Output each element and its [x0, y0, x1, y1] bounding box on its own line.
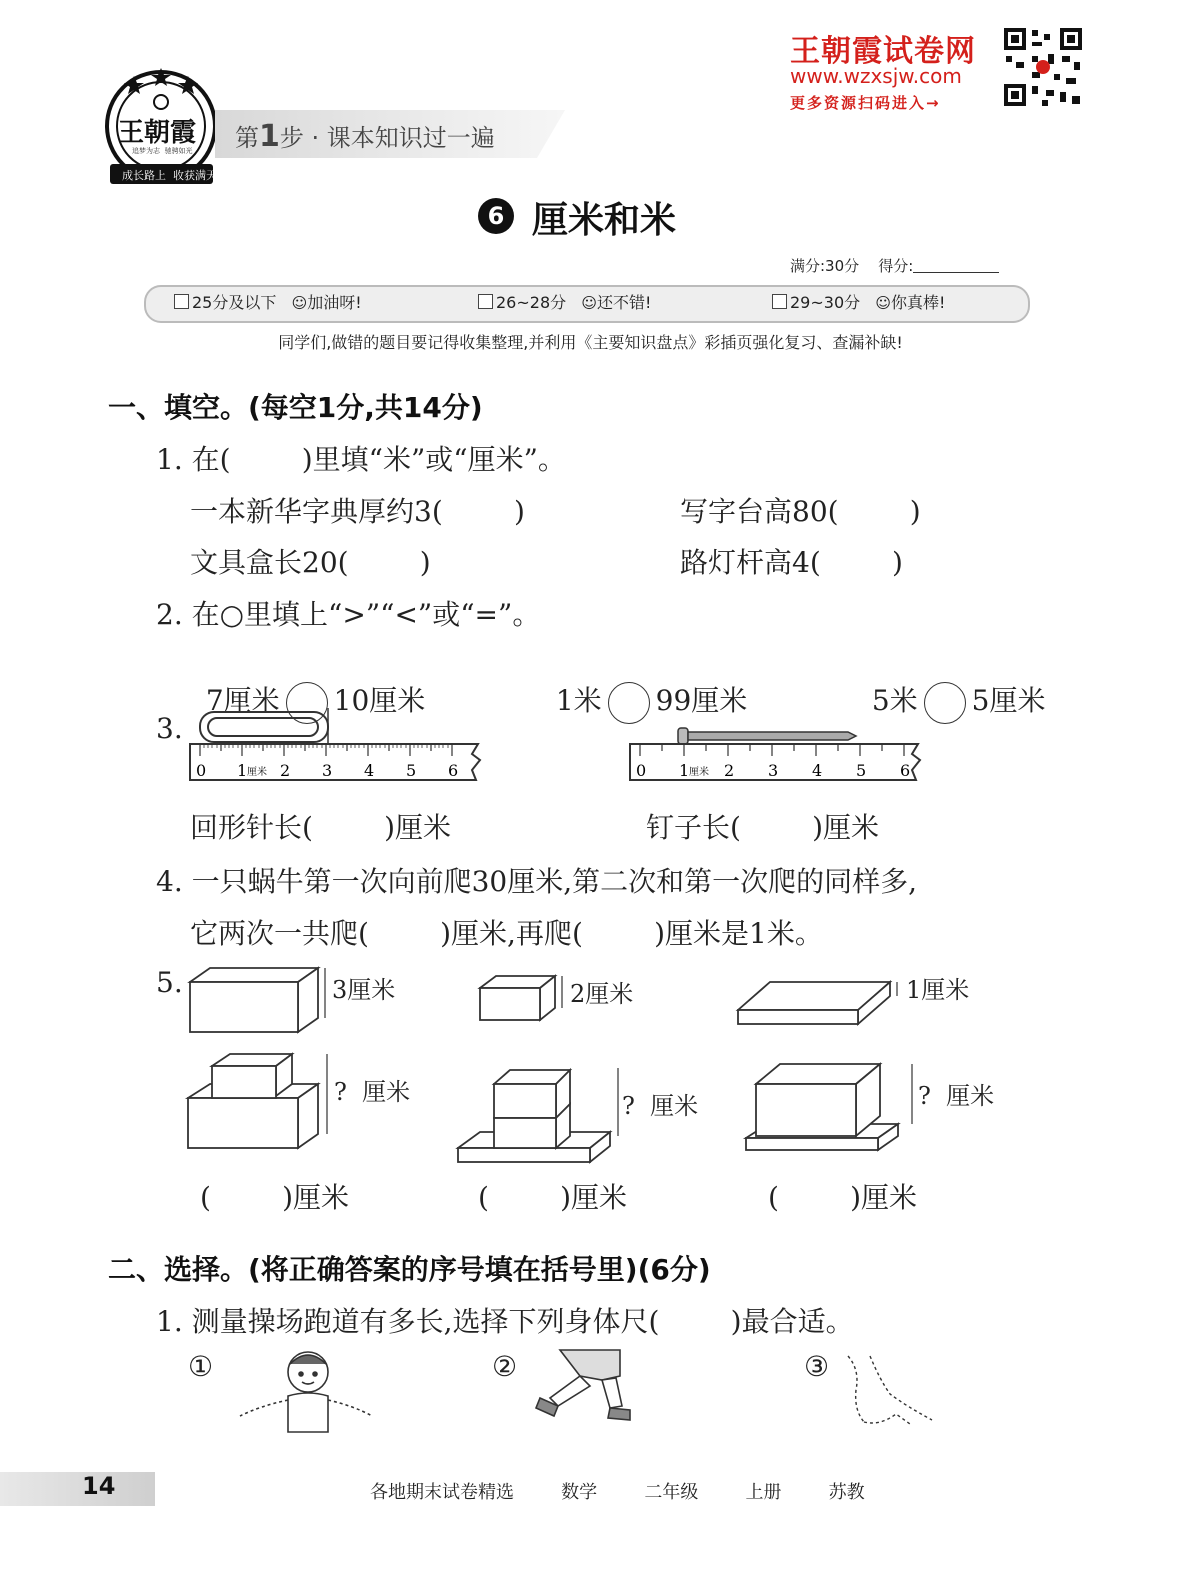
- notice-text: 同学们,做错的题目要记得收集整理,并利用《主要知识盘点》彩插页强化复习、查漏补缺!: [278, 333, 903, 352]
- compare-left: 1米: [555, 684, 602, 717]
- q5-unknown-label: ? 厘米: [334, 1078, 411, 1106]
- q3-number: 3.: [156, 712, 183, 745]
- arms-span-figure: [230, 1346, 380, 1436]
- lesson-number: 6: [478, 198, 514, 234]
- compare-right: 10厘米: [333, 684, 426, 717]
- logo: [104, 68, 219, 188]
- checkbox[interactable]: [772, 294, 787, 309]
- smiley-icon: ☺: [875, 294, 892, 312]
- grade-item: [478, 290, 651, 313]
- brand-url[interactable]: www.wzxsjw.com: [790, 64, 962, 88]
- option-marker[interactable]: ②: [492, 1350, 518, 1383]
- option-marker[interactable]: ①: [188, 1350, 214, 1383]
- score-line: [790, 255, 999, 276]
- step-prefix: 第: [235, 124, 259, 152]
- q1-item[interactable]: 写字台高80( ): [680, 495, 921, 528]
- qr-code-icon[interactable]: [1002, 26, 1084, 108]
- checkbox[interactable]: [174, 294, 189, 309]
- grade-range: 25分及以下: [192, 293, 277, 312]
- ruler-tick-label: 4: [364, 761, 375, 780]
- q5-label: 1厘米: [906, 976, 970, 1004]
- score-blank[interactable]: [913, 258, 999, 273]
- q5-answer[interactable]: ( )厘米: [478, 1181, 628, 1214]
- q5-unknown-label: ? 厘米: [622, 1092, 699, 1120]
- grade-item: [772, 290, 945, 313]
- full-score: 满分:30分: [790, 257, 860, 275]
- compare-circle[interactable]: [924, 682, 966, 724]
- step-stride-figure: [530, 1346, 640, 1426]
- ruler-tick-label: 4: [812, 761, 823, 780]
- ruler-tick-label: 2: [724, 761, 735, 780]
- logo-banner: 成长路上 收获满天: [122, 169, 217, 182]
- ruler-tick-label: 5: [856, 761, 867, 780]
- q5-label: 2厘米: [570, 980, 634, 1008]
- ruler-unit-label: 厘米: [247, 767, 267, 778]
- ruler-unit-label: 厘米: [689, 767, 709, 778]
- ruler-tick-label: 5: [406, 761, 417, 780]
- ruler-tick-label: 3: [322, 761, 333, 780]
- q3-answer[interactable]: 回形针长( )厘米: [190, 811, 452, 844]
- logo-tagline: 追梦为志 驰骋如光: [132, 147, 193, 155]
- q5-unknown-label: ? 厘米: [918, 1082, 995, 1110]
- section1-heading: 一、填空。(每空1分,共14分): [108, 391, 483, 424]
- page-number: 14: [82, 1472, 116, 1500]
- grade-item: [174, 290, 362, 313]
- q3-answer[interactable]: 钉子长( )厘米: [646, 811, 880, 844]
- compare-circle[interactable]: [608, 682, 650, 724]
- ruler-tick-label: 0: [636, 761, 647, 780]
- footer-text: 各地期末试卷精选 数学 二年级 上册 苏教: [370, 1482, 865, 1503]
- logo-text: 王朝霞: [118, 118, 197, 148]
- q1-stem: 1. 在( )里填“米”或“厘米”。: [156, 443, 566, 476]
- q5-answer[interactable]: ( )厘米: [768, 1181, 918, 1214]
- step-suffix: 步 · 课本知识过一遍: [279, 124, 495, 152]
- q1-item[interactable]: 路灯杆高4( ): [680, 546, 903, 579]
- compare-left: 5米: [871, 684, 918, 717]
- compare-right: 5厘米: [971, 684, 1046, 717]
- brand-name: 王朝霞试卷网: [790, 34, 976, 69]
- grade-label: 还不错!: [597, 293, 652, 312]
- score-label: 得分:: [878, 257, 914, 275]
- brand-more-link[interactable]: 更多资源扫码进入→: [790, 94, 941, 112]
- lesson-title: 厘米和米: [532, 200, 677, 241]
- section2-heading: 二、选择。(将正确答案的序号填在括号里)(6分): [108, 1253, 711, 1286]
- ruler-tick-label: 1: [679, 761, 690, 780]
- ruler-tick-label: 2: [280, 761, 291, 780]
- q2-stem: 2. 在○里填上“>”“<”或“=”。: [156, 598, 541, 631]
- step-label: [235, 118, 495, 154]
- checkbox[interactable]: [478, 294, 493, 309]
- ruler-tick-label: 6: [448, 761, 459, 780]
- q5-answer[interactable]: ( )厘米: [200, 1181, 350, 1214]
- q4-line1: 4. 一只蜗牛第一次向前爬30厘米,第二次和第一次爬的同样多,: [156, 865, 918, 898]
- grade-range: 29~30分: [790, 293, 861, 312]
- compare-right: 99厘米: [655, 684, 748, 717]
- ruler-paperclip-figure: [188, 708, 488, 788]
- ruler-tick-label: 1: [237, 761, 248, 780]
- q5-label: 3厘米: [332, 976, 396, 1004]
- ruler-tick-label: 0: [196, 761, 207, 780]
- grade-label: 你真棒!: [891, 293, 946, 312]
- q2-compare: [854, 646, 1045, 724]
- smiley-icon: ☺: [581, 294, 598, 312]
- ruler-tick-label: 3: [768, 761, 779, 780]
- ruler-nail-figure: [628, 720, 928, 790]
- step-number: 1: [259, 119, 280, 154]
- compare-left: 7厘米: [205, 684, 280, 717]
- ruler-tick-label: 6: [900, 761, 911, 780]
- q1-item[interactable]: 一本新华字典厚约3( ): [190, 495, 525, 528]
- s2-q1-stem[interactable]: 1. 测量操场跑道有多长,选择下列身体尺( )最合适。: [156, 1305, 854, 1338]
- grade-label: 加油呀!: [307, 293, 362, 312]
- option-marker[interactable]: ③: [804, 1350, 830, 1383]
- q5-number: 5.: [156, 966, 183, 999]
- q2-compare: [538, 646, 747, 724]
- grade-range: 26~28分: [496, 293, 567, 312]
- footer-bar: [0, 1472, 155, 1506]
- hand-span-figure: [840, 1350, 940, 1430]
- smiley-icon: ☺: [291, 294, 308, 312]
- q4-line2[interactable]: 它两次一共爬( )厘米,再爬( )厘米是1米。: [190, 917, 823, 950]
- q1-item[interactable]: 文具盒长20( ): [190, 546, 431, 579]
